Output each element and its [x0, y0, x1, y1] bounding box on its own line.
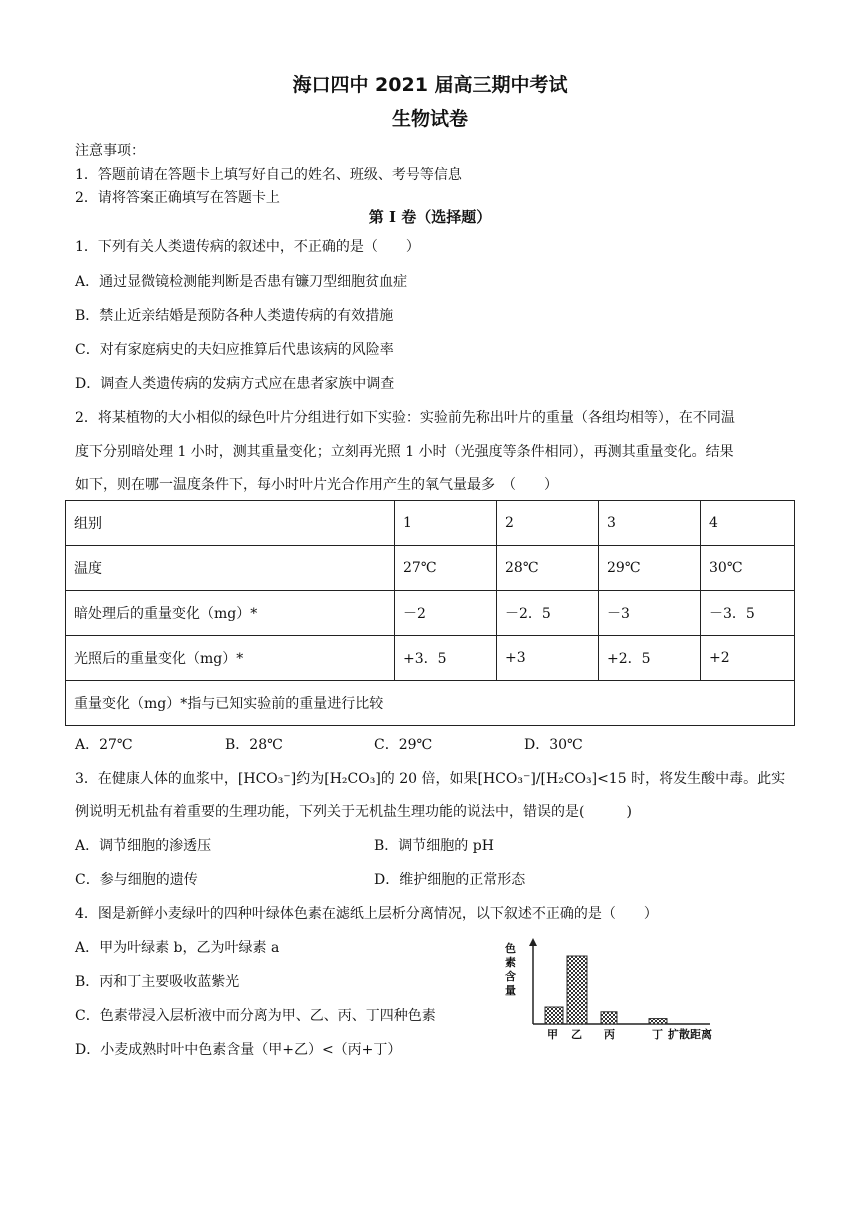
figure-x-label: 扩散距离 — [668, 1028, 712, 1041]
pigment-figure — [505, 938, 735, 1048]
q2-data-table — [65, 500, 795, 726]
q2-option-d: D．30℃ — [524, 737, 583, 753]
table-footnote: 重量变化（mg）*指与已知实验前的重量进行比较 — [66, 681, 795, 726]
table-row — [66, 501, 795, 546]
pigment-bar-3 — [649, 1019, 667, 1024]
note-item: 1．答题前请在答题卡上填写好自己的姓名、班级、考号等信息 — [75, 167, 462, 183]
table-cell: 3 — [599, 501, 701, 546]
q1-option-b: B．禁止近亲结婚是预防各种人类遗传病的有效措施 — [75, 308, 394, 324]
exam-title: 海口四中 2021 届高三期中考试 — [292, 74, 568, 96]
q4-option-a: A．甲为叶绿素 b，乙为叶绿素 a — [75, 940, 280, 956]
table-cell: +3．5 — [395, 636, 497, 681]
q4-option-b: B．丙和丁主要吸收蓝紫光 — [75, 974, 240, 990]
q2-option-c: C．29℃ — [374, 737, 433, 753]
table-row — [66, 546, 795, 591]
table-cell: 组别 — [66, 501, 395, 546]
table-cell: 27℃ — [395, 546, 497, 591]
table-row — [66, 636, 795, 681]
pigment-bar-2 — [601, 1012, 617, 1024]
q2-option-b: B．28℃ — [225, 737, 283, 753]
q3-option-c: C．参与细胞的遗传 — [75, 872, 198, 888]
bar-label: 乙 — [571, 1028, 582, 1041]
table-cell: 1 — [395, 501, 497, 546]
exam-subtitle: 生物试卷 — [391, 108, 468, 130]
q3-option-b: B．调节细胞的 pH — [374, 838, 494, 854]
q4-stem: 4．图是新鲜小麦绿叶的四种叶绿体色素在滤纸上层析分离情况，以下叙述不正确的是（ ） — [75, 906, 658, 922]
q3-stem-line: 3．在健康人体的血浆中，[HCO₃⁻]约为[H₂CO₃]的 20 倍，如果[HCO₃⁻]/[H₂CO₃]<15 时，将发生酸中毒。此实 — [75, 771, 786, 787]
bar-label: 甲 — [547, 1028, 558, 1041]
table-cell: +3 — [497, 636, 599, 681]
table-cell: －2．5 — [497, 591, 599, 636]
table-cell: +2．5 — [599, 636, 701, 681]
table-cell: +2 — [701, 636, 795, 681]
table-row — [66, 591, 795, 636]
table-cell: －3．5 — [701, 591, 795, 636]
q3-stem-line: 例说明无机盐有着重要的生理功能，下列关于无机盐生理功能的说法中，错误的是( ) — [75, 804, 632, 820]
q1-option-a: A．通过显微镜检测能判断是否患有镰刀型细胞贫血症 — [75, 274, 408, 290]
notes-heading: 注意事项： — [75, 143, 145, 159]
q3-option-a: A．调节细胞的渗透压 — [75, 838, 212, 854]
pigment-bar-0 — [545, 1007, 563, 1024]
figure-y-label: 色素含量 — [505, 942, 516, 997]
table-cell: 29℃ — [599, 546, 701, 591]
bars-group — [545, 956, 667, 1024]
pigment-bar-1 — [567, 956, 587, 1024]
table-cell: －2 — [395, 591, 497, 636]
q2-stem-line: 如下，则在哪一温度条件下，每小时叶片光合作用产生的氧气量最多 （ ） — [75, 477, 558, 493]
table-cell: 温度 — [66, 546, 395, 591]
q1-option-d: D．调查人类遗传病的发病方式应在患者家族中调查 — [75, 376, 395, 392]
table-cell: －3 — [599, 591, 701, 636]
q1-stem: 1．下列有关人类遗传病的叙述中，不正确的是（ ） — [75, 239, 420, 255]
table-cell: 4 — [701, 501, 795, 546]
table-cell: 光照后的重量变化（mg）* — [66, 636, 395, 681]
q2-option-a: A．27℃ — [75, 737, 133, 753]
q2-stem-line: 度下分别暗处理 1 小时，测其重量变化；立刻再光照 1 小时（光强度等条件相同），再测其重量变化。结果 — [75, 444, 734, 460]
note-item: 2．请将答案正确填写在答题卡上 — [75, 190, 280, 206]
bar-label: 丙 — [604, 1028, 615, 1041]
table-cell: 2 — [497, 501, 599, 546]
q3-option-d: D．维护细胞的正常形态 — [374, 872, 526, 888]
table-cell: 30℃ — [701, 546, 795, 591]
y-axis-arrow — [529, 938, 537, 946]
q4-option-d: D．小麦成熟时叶中色素含量（甲+乙）<（丙+丁） — [75, 1042, 402, 1058]
table-row — [66, 681, 795, 726]
q4-option-c: C．色素带浸入层析液中而分离为甲、乙、丙、丁四种色素 — [75, 1008, 436, 1024]
table-cell: 暗处理后的重量变化（mg）* — [66, 591, 395, 636]
q1-option-c: C．对有家庭病史的夫妇应推算后代患该病的风险率 — [75, 342, 394, 358]
section-title: 第 I 卷（选择题） — [368, 208, 492, 226]
bar-label: 丁 — [652, 1028, 663, 1041]
table-cell: 28℃ — [497, 546, 599, 591]
q2-stem-line: 2．将某植物的大小相似的绿色叶片分组进行如下实验：实验前先称出叶片的重量（各组均相等），在不同温 — [75, 410, 735, 426]
